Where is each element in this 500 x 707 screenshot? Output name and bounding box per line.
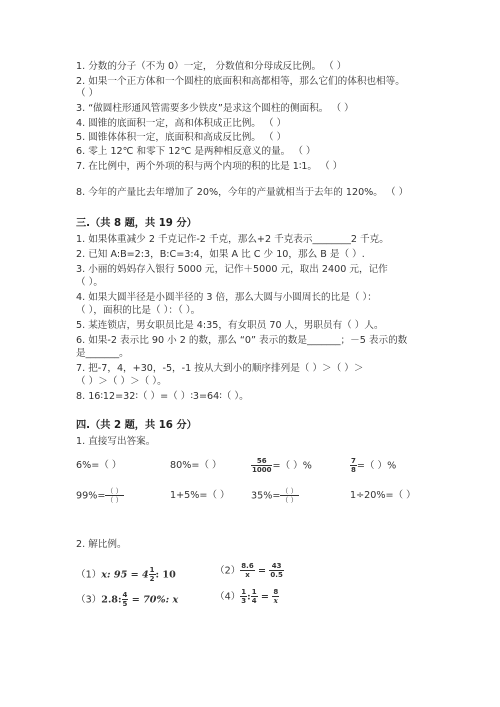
fraction: $\frac{1}{3}$ xyxy=(241,588,247,605)
tf-item-8: 8. 今年的产量比去年增加了 20%，今年的产量就相当于去年的 120%。 （ ） xyxy=(76,187,409,198)
fraction: $\frac{8.6}{x}$ xyxy=(241,562,254,579)
fill-item-5: 5. 某连锁店，男女职员比是 4:35，有女职员 70 人，男职员有（ ）人。 xyxy=(76,320,384,331)
fraction: $\frac{7}{8}$ xyxy=(351,457,356,474)
fill-item-7: 7. 把-7，4，+30，-5，-1 按从大到小的顺序排列是（ ）＞（ ）＞ xyxy=(76,363,364,374)
question-2-label: 2. 解比例。 xyxy=(76,539,127,550)
tf-item-7: 7. 在比例中，两个外项的积与两个内项的积的比是 1∶1。 （ ） xyxy=(76,161,343,172)
fill-item-6-cont: 是_______。 xyxy=(76,348,129,359)
fraction: $\frac{( )}{( )}$ xyxy=(106,487,123,504)
fill-item-3-cont: （ ）。 xyxy=(76,277,104,288)
section-4-heading: 四.（共 2 题，共 16 分） xyxy=(76,420,197,431)
fill-item-3: 3. 小丽的妈妈存入银行 5000 元，记作＋5000 元，取出 2400 元，记作 xyxy=(76,264,388,275)
calc-2-2: 1+5%=（ ） xyxy=(170,490,230,501)
calc-1-3: $\frac{56}{1000}$ =（ ）% xyxy=(252,457,312,474)
calc-2-1: 99%= $\frac{( )}{( )}$ xyxy=(76,487,123,504)
tf-item-5: 5. 圆锥体体积一定，底面积和高成反比例。 （ ） xyxy=(76,132,287,143)
fill-item-4-cont: （ ），面积的比是（ ）：（ ）。 xyxy=(76,305,201,316)
fill-item-8: 8. 16∶12=32∶（ ）=（ ）∶3=64∶（ ）。 xyxy=(76,391,249,402)
tf-item-1: 1. 分数的分子（不为 0）一定， 分数值和分母成反比例。 （ ） xyxy=(76,61,347,72)
calc-1-2: 80%=（ ） xyxy=(170,460,222,471)
equation-3: （3）2.8: $\frac{4}{5}$ = 70%: x xyxy=(76,591,179,608)
calc-2-4: 1÷20%=（ ） xyxy=(350,490,416,501)
fraction: $\frac{4}{5}$ xyxy=(122,591,128,608)
fraction: $\frac{8}{x}$ xyxy=(273,588,279,605)
tf-item-6: 6. 零上 12℃ 和零下 12℃ 是两种相反意义的量。 （ ） xyxy=(76,146,316,157)
section-3-heading: 三.（共 8 题，共 19 分） xyxy=(76,218,197,229)
fraction: $\frac{1}{2}$ xyxy=(149,566,155,583)
fill-item-2: 2. 已知 A:B=2:3，B:C=3:4，如果 A 比 C 少 10，那么 B 是（ ）. xyxy=(76,249,365,260)
equation-2: （2） $\frac{8.6}{x}$ = $\frac{43}{0.5}$ xyxy=(215,562,283,579)
calc-1-1: 6%=（ ） xyxy=(76,460,122,471)
fraction: $\frac{1}{4}$ xyxy=(251,588,257,605)
tf-item-2: 2. 如果一个正方体和一个圆柱的底面积和高都相等，那么它们的体积也相等。 xyxy=(76,76,405,87)
question-1-label: 1. 直接写出答案。 xyxy=(76,436,156,447)
fill-item-6: 6. 如果-2 表示比 90 小 2 的数，那么 “0” 表示的数是_______；－5 表示的数 xyxy=(76,335,408,346)
equation-4: （4） $\frac{1}{3}$ : $\frac{1}{4}$ = $\frac{8}{x}$ xyxy=(215,588,279,605)
tf-item-2-cont: （ ） xyxy=(76,88,99,99)
fill-item-7-cont: （ ）＞（ ）＞（ ）。 xyxy=(76,376,167,387)
calc-2-3: 35%= $\frac{( )}{( )}$ xyxy=(251,487,298,504)
equation-1: （1）x: 95 = 4 $\frac{1}{2}$ : 10 xyxy=(76,566,176,583)
fraction: $\frac{( )}{( )}$ xyxy=(281,487,298,504)
fill-item-4: 4. 如果大圆半径是小圆半径的 3 倍，那么大圆与小圆周长的比是（ ）： xyxy=(76,292,377,303)
fraction: $\frac{56}{1000}$ xyxy=(252,457,272,474)
tf-item-4: 4. 圆锥的底面积一定，高和体积成正比例。 （ ） xyxy=(76,118,287,129)
tf-item-3: 3. “做圆柱形通风管需要多少铁皮”是求这个圆柱的侧面积。 （ ） xyxy=(76,103,354,114)
calc-1-4: $\frac{7}{8}$ =（ ）% xyxy=(351,457,397,474)
fraction: $\frac{43}{0.5}$ xyxy=(270,562,283,579)
fill-item-1: 1. 如果体重减少 2 千克记作-2 千克，那么+2 千克表示________2 千克。 xyxy=(76,234,389,245)
